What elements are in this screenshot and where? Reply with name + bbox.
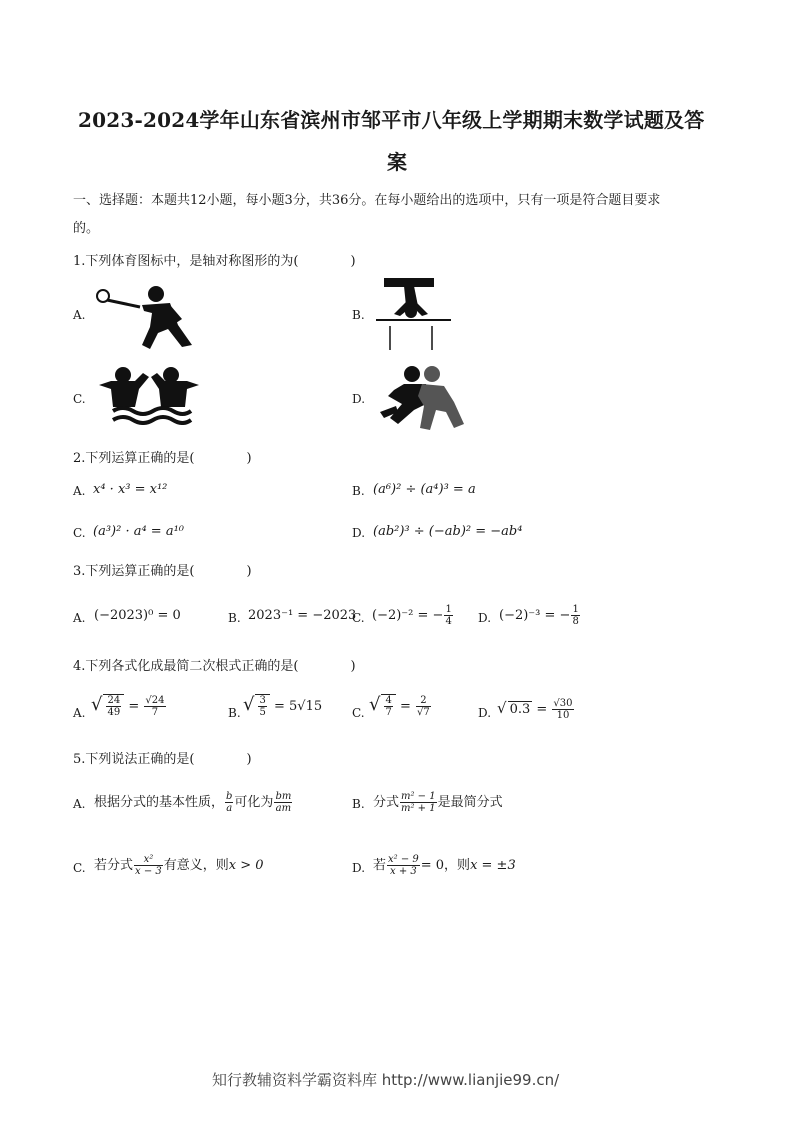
q3-option-d-expr <box>499 604 581 627</box>
q5-a-pre: 根据分式的基本性质， <box>94 795 225 810</box>
q5-d-math: x = ±3 <box>470 858 516 873</box>
document-title-line1: 2023-2024学年山东省滨州市邹平市八年级上学期期末数学试题及答 <box>78 108 705 132</box>
q5-c-math: x > 0 <box>228 858 264 873</box>
q5-option-a-label: A. <box>73 797 86 811</box>
q3-option-c-expr <box>372 604 454 627</box>
q4-option-a-expr: √ $\frac{24}{49}$ = $\frac{√24}{7}$ <box>91 694 165 718</box>
q4-c-rnum: 2 <box>416 695 431 707</box>
q5-option-c-label: C. <box>73 861 86 875</box>
q4-a-num: 24 <box>107 695 121 706</box>
q4-b-right: = 5√15 <box>274 699 323 714</box>
q4-a-rden: 7 <box>151 707 159 718</box>
q4-b-num: 3 <box>259 695 266 706</box>
q3-d-den: 8 <box>572 616 579 627</box>
q5-a-f2n: bm <box>275 791 292 802</box>
q2-option-b-label: B. <box>352 484 365 498</box>
q5-c-fn: x² <box>134 854 163 866</box>
question-5-stem: 5.下列说法正确的是( ) <box>73 752 252 767</box>
synchronized-swimming-icon <box>95 365 205 425</box>
q2-option-b-expr: (a⁶)² ÷ (a⁴)³ = a <box>373 482 476 497</box>
gymnastics-handstand-icon <box>376 276 451 352</box>
q3-d-fraction <box>571 604 579 627</box>
q5-c-pre: 若分式 <box>94 858 134 873</box>
q5-c-fd: x − 3 <box>135 866 162 877</box>
q3-option-a-expr: (−2023)⁰ = 0 <box>94 608 181 623</box>
q4-option-d-label: D. <box>478 706 492 720</box>
q5-d-fd: x + 3 <box>390 866 417 877</box>
q4-d-rad: 0.3 <box>509 702 531 717</box>
q2-option-a-expr: x⁴ · x³ = x¹² <box>93 482 168 497</box>
q5-a-f1n: b <box>226 791 233 802</box>
q4-option-a-label: A. <box>73 706 86 720</box>
section-instructions-line2: 的。 <box>73 221 100 236</box>
question-3-stem: 3.下列运算正确的是( ) <box>73 564 252 579</box>
q4-option-c-label: C. <box>352 706 365 720</box>
q3-option-b-label: B. <box>228 611 241 625</box>
q3-option-b-expr: 2023⁻¹ = −2023 <box>248 608 357 623</box>
q5-a-f2d: am <box>275 803 292 814</box>
q3-option-c-label: C. <box>352 611 365 625</box>
q2-option-a-label: A. <box>73 484 86 498</box>
q5-option-a-text <box>94 791 293 814</box>
q2-option-c-label: C. <box>73 526 86 540</box>
q4-option-d-expr: √ 0.3 = $\frac{√30}{10}$ <box>497 698 573 721</box>
q3-c-den: 4 <box>445 616 452 627</box>
q5-b-post: 是最简分式 <box>437 795 503 810</box>
q4-option-b-label: B. <box>228 706 241 720</box>
question-2-stem: 2.下列运算正确的是( ) <box>73 451 252 466</box>
q5-d-fn: x² − 9 <box>388 854 419 865</box>
q2-option-c-expr: (a³)² · a⁴ = a¹⁰ <box>93 524 185 539</box>
q5-option-d-label: D. <box>352 861 366 875</box>
q5-d-pre: 若 <box>373 858 387 873</box>
footer-watermark-link[interactable]: 知行教辅资料学霸资料库 http://www.lianjie99.cn/ <box>212 1071 560 1089</box>
q3-c-left: (−2)⁻² = − <box>372 608 444 623</box>
q5-b-pre: 分式 <box>373 795 400 810</box>
q5-option-b-text <box>373 791 503 814</box>
q3-option-a-label: A. <box>73 611 86 625</box>
section-instructions-line1: 一、选择题：本题共12小题，每小题3分，共36分。在每小题给出的选项中，只有一项是符合题目要求 <box>73 193 661 208</box>
q4-c-den: 7 <box>385 707 392 718</box>
q5-a-mid: 可化为 <box>234 795 274 810</box>
q2-option-d-expr: (ab²)³ ÷ (−ab)² = −ab⁴ <box>373 524 523 539</box>
q1-option-a-label: A. <box>73 308 86 322</box>
q1-option-c-label: C. <box>73 392 86 406</box>
q1-option-b-label: B. <box>352 308 365 322</box>
q3-d-num: 1 <box>572 604 579 615</box>
q3-d-left: (−2)⁻³ = − <box>499 608 571 623</box>
badminton-icon <box>92 285 197 350</box>
q4-a-rnum: √24 <box>145 695 165 706</box>
q3-c-fraction <box>444 604 452 627</box>
document-title-line2: 案 <box>387 150 408 174</box>
q3-c-num: 1 <box>445 604 452 615</box>
q2-option-d-label: D. <box>352 526 366 540</box>
wrestling-icon <box>374 362 474 434</box>
q4-c-rden: √7 <box>417 707 430 718</box>
q5-a-f1d: a <box>226 803 233 814</box>
q5-option-c-text <box>94 854 264 877</box>
q4-b-den: 5 <box>259 707 266 718</box>
q5-option-b-label: B. <box>352 797 365 811</box>
q5-b-fd: m² + 1 <box>401 803 436 814</box>
q4-c-num: 4 <box>385 695 392 706</box>
q4-a-den: 49 <box>107 707 121 718</box>
q4-option-c-expr: √ $\frac{4}{7}$ = $\frac{2}{√7}$ <box>369 694 430 718</box>
question-4-stem: 4.下列各式化成最简二次根式正确的是( ) <box>73 659 356 674</box>
q4-d-rnum: √30 <box>553 698 573 709</box>
question-1-stem: 1.下列体育图标中，是轴对称图形的为( ) <box>73 254 356 269</box>
q5-c-post: 有意义，则 <box>163 858 229 873</box>
q4-option-b-expr: √ $\frac{3}{5}$ = 5√15 <box>243 694 323 718</box>
q4-d-rden: 10 <box>556 710 570 721</box>
q5-d-mid: = 0，则 <box>420 858 471 873</box>
q1-option-d-label: D. <box>352 392 366 406</box>
q3-option-d-label: D. <box>478 611 492 625</box>
q5-option-d-text <box>373 854 516 877</box>
q5-b-fn: m² − 1 <box>401 791 436 802</box>
